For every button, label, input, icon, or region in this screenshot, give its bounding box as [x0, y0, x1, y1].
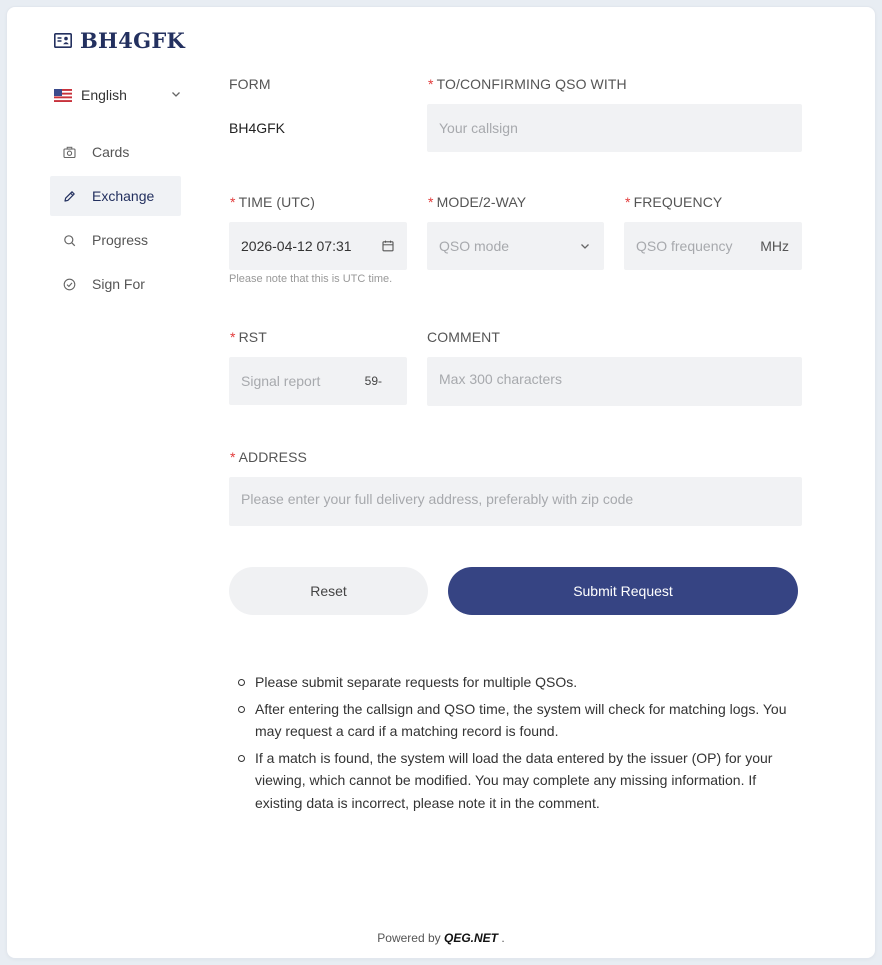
check-circle-icon — [63, 278, 76, 291]
calendar-icon — [382, 240, 394, 252]
rst-prefix-value: 59- — [364, 374, 382, 388]
list-item: Please submit separate requests for multiple QSOs. — [235, 671, 801, 694]
footer-prefix: Powered by — [377, 931, 441, 945]
language-selector[interactable] — [54, 83, 182, 107]
sidebar-item-cards[interactable] — [50, 132, 181, 172]
required-mark: * — [625, 194, 631, 210]
sidebar-item-label: Cards — [92, 144, 130, 160]
sidebar-item-progress[interactable] — [50, 220, 181, 260]
sidebar-item-label: Sign For — [92, 276, 145, 292]
mode-select[interactable]: QSO mode — [427, 222, 604, 270]
sidebar-item-label: Exchange — [92, 188, 155, 204]
form-label: FORM — [229, 76, 271, 92]
to-callsign-label: * TO/CONFIRMING QSO WITH — [428, 76, 627, 92]
time-hint: Please note that this is UTC time. — [229, 273, 393, 285]
bullet-icon — [238, 755, 245, 762]
search-icon — [63, 234, 76, 247]
required-mark: * — [428, 194, 434, 210]
time-input[interactable]: 2026-04-12 07:31 — [229, 222, 407, 270]
brand-logo[interactable] — [54, 27, 185, 53]
form-callsign-value: BH4GFK — [229, 120, 286, 136]
required-mark: * — [230, 329, 236, 345]
chevron-down-icon — [170, 88, 182, 100]
address-textarea[interactable]: Please enter your full delivery address, preferably with zip code — [229, 477, 802, 526]
frequency-input[interactable]: QSO frequency MHz — [624, 222, 802, 270]
camera-icon — [63, 146, 76, 159]
frequency-label: * FREQUENCY — [625, 194, 723, 210]
bullet-icon — [238, 706, 245, 713]
address-label: * ADDRESS — [230, 449, 307, 465]
footer — [7, 931, 875, 945]
required-mark: * — [428, 76, 434, 92]
callsign-input[interactable]: Your callsign — [427, 104, 802, 152]
notes-list — [235, 671, 801, 818]
pencil-icon — [63, 190, 76, 203]
comment-label: COMMENT — [427, 329, 501, 345]
reset-button[interactable]: Reset — [229, 567, 428, 615]
comment-textarea[interactable]: Max 300 characters — [427, 357, 802, 406]
rst-input[interactable]: Signal report 59- — [229, 357, 407, 405]
sidebar-item-sign-for[interactable] — [50, 264, 181, 304]
language-label: English — [81, 87, 127, 103]
rst-label: * RST — [230, 329, 267, 345]
bullet-icon — [238, 679, 245, 686]
brand-name: BH4GFK — [80, 27, 186, 53]
mode-label: * MODE/2-WAY — [428, 194, 527, 210]
frequency-unit: MHz — [760, 238, 789, 254]
us-flag-icon — [54, 89, 72, 102]
id-card-icon — [54, 33, 72, 48]
list-item: After entering the callsign and QSO time, the system will check for matching logs. You may request a card if a matching record is found. — [235, 698, 801, 743]
footer-suffix: . — [501, 931, 505, 945]
chevron-down-icon — [579, 240, 591, 252]
required-mark: * — [230, 194, 236, 210]
time-label: * TIME (UTC) — [230, 194, 315, 210]
required-mark: * — [230, 449, 236, 465]
footer-brand-link[interactable]: QEG.NET — [444, 931, 499, 945]
sidebar-item-exchange[interactable] — [50, 176, 181, 216]
sidebar-nav — [50, 132, 181, 308]
submit-request-button[interactable]: Submit Request — [448, 567, 798, 615]
list-item: If a match is found, the system will load the data entered by the issuer (OP) for your viewing, which cannot be modified. You may complete any missing information. If existing data is incorrect, please note it in the comment. — [235, 747, 801, 815]
main-card — [7, 7, 875, 958]
sidebar-item-label: Progress — [92, 232, 149, 248]
